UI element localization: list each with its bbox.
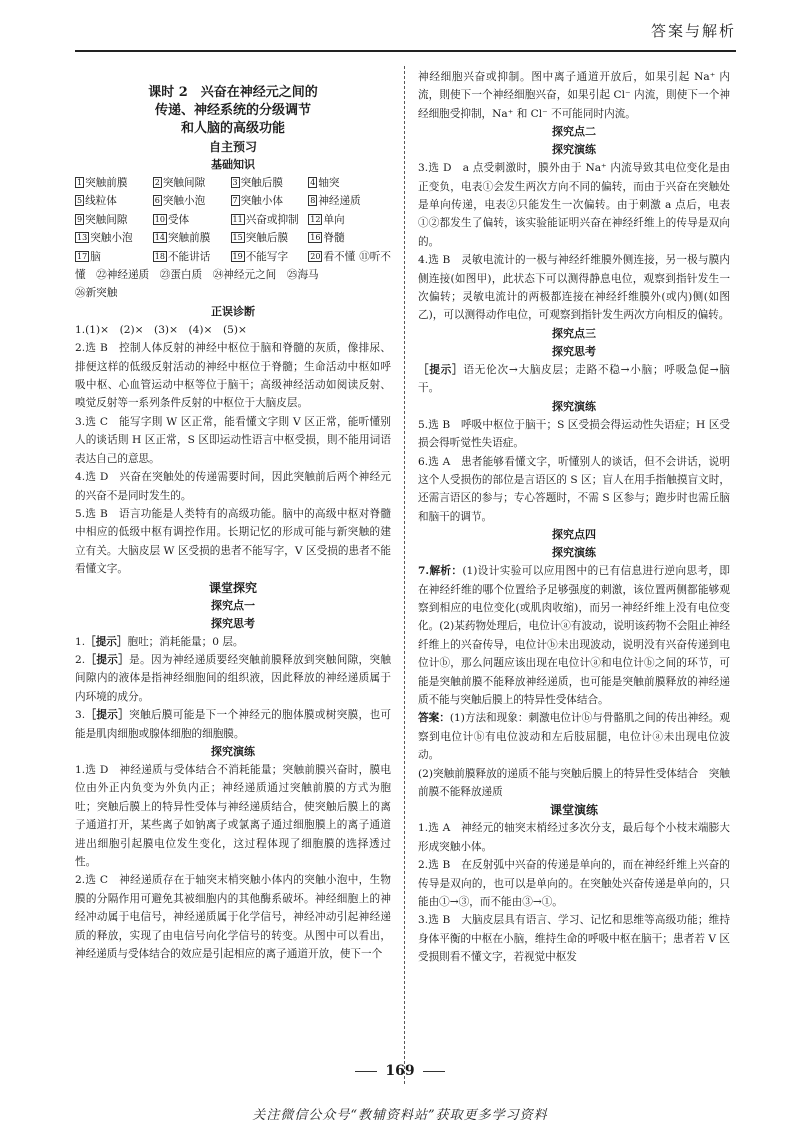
term-number: 7 [232, 196, 238, 206]
class-item: 1.选 A 神经元的轴突末梢经过多次分支，最后每个小枝末端膨大形成突触小体。 [418, 822, 730, 853]
term-number: 11 [232, 214, 243, 224]
header-title: 答案与解析 [650, 22, 736, 40]
term-grid [75, 174, 391, 266]
answer-item: 2.选 B 控制人体反射的神经中枢位于脑和脊髓的灰质，像排尿、排便这样的低级反射活动的神经中枢位于脊髓；生命活动中枢如呼吸中枢、心血管运动中枢等位于脑干；高级神经活动如阅读反射、嗅觉反射等一系列条件反射的中枢位于大脑皮层。 [75, 342, 391, 410]
continuation-text: 神经细胞兴奋或抑制。图中离子通道开放后，如果引起 Na⁺ 内流，則使下一个神经细胞兴奋，如果引起 Cl⁻ 内流，則使下一个神经细胞受抑制，Na⁺ 和 Cl⁻ 不可能同时内流。 [418, 71, 730, 120]
q7-answer-2: (2)突触前膜释放的递质不能与突触后膜上的特异性受体结合 突触前膜不能释放递质 [418, 767, 730, 798]
term-item: 19 不能写字 [232, 250, 289, 263]
term-number: 17 [77, 251, 88, 261]
q7-analysis: 7.解析：(1)设计实验可以应用图中的已有信息进行逆向思考，即在神经纤维的哪个位置给予足够强度的刺激，该位置两侧都能够观察到相应的电位变化(或肌肉收缩)，而另一神经纤维上没有电位变化。(2)某药物处理后，电位计ⓐ有波动，说明该药物不会阻止神经纤维上的兴奋传导，电位计ⓑ未出现波动，说明没有兴奋传递到电位计ⓑ，那么问题应该出现在电位计ⓐ和电位计ⓑ之间的环节，可能是突触前膜不能释放神经递质，也可能是突触前膜释放的神经递质不能与突触后膜上的特异性受体结合。 [418, 565, 730, 706]
left-column [75, 84, 391, 1084]
practice-item: 4.选 B 灵敏电流计的一极与神经纤维膜外侧连接，另一极与膜内侧连接(如图甲)，此状态下可以测得静息电位，观察到指针发生一次偏转；灵敏电流计的两极都连接在神经纤维膜外(或内)侧(如图乙)，可以测得动作电位，可观察到指针发生两次方向相反的偏转。 [418, 254, 730, 322]
term-item: 18 不能讲话 [154, 250, 211, 263]
class-item: 2.选 B 在反射弧中兴奋的传递是单向的，而在神经纤维上兴奋的传导是双向的，也可以是单向的。在突触处兴奋传递是单向的，只能由①→③，而不能由③→①。 [418, 859, 730, 909]
answer-item: 5.选 B 语言功能是人类特有的高级功能。脑中的高级中枢对脊髓中相应的低级中枢有调控作用。长期记忆的形成可能与新突触的建立有关。大脑皮层 W 区受损的患者不能写字，V 区受损的患者不能看懂文字。 [75, 507, 391, 576]
q7-label: 7.解析： [418, 565, 463, 578]
diagnosis-items: 1.(1)× (2)× (3)× (4)× (5)× [75, 323, 247, 336]
tip-item: 1.［提示］胞吐；消耗能量；0 层。 [75, 635, 244, 648]
term-number: 16 [310, 233, 321, 243]
term-item: 13 突触小泡 [77, 232, 133, 245]
preview-heading: 自主预习 [208, 140, 257, 154]
practice-heading: 探究演练 [552, 399, 596, 413]
page-number: 169 [0, 1063, 800, 1079]
answer-item: 4.选 D 兴奋在突触处的传递需要时间，因此突触前后两个神经元的兴奋不是同时发生的。 [75, 471, 391, 502]
footer-note: 关注微信公众号“教辅资料站”获取更多学习资料 [252, 1108, 548, 1123]
practice-heading: 探究演练 [552, 546, 596, 560]
term-item: 15 突触后膜 [232, 232, 289, 245]
term-number: 8 [310, 196, 316, 206]
term-number: 12 [310, 214, 321, 224]
answer-label: 答案： [418, 712, 450, 725]
terms-line: 懂 ㉒神经递质 ㉓蛋白质 ㉔神经元之间 ㉕海马 [75, 269, 319, 282]
tip-item: 3.［提示］突触后膜可能是下一个神经元的胞体膜或树突膜，也可能是肌肉细胞或腺体细胞的细胞膜。 [75, 709, 391, 740]
practice-item: 6.选 A 患者能够看懂文字，听懂别人的谈话，但不会讲话，说明这个人受损伤的部位是言语区的 S 区；盲人在用手指触摸盲文时，还需言语区的参与；专心答题时，不需 S 区参与；跑步时也需丘脑和脑干的调节。 [418, 455, 730, 523]
q7-answer: 答案：(1)方法和现象：刺激电位计ⓑ与骨骼肌之间的传出神经。观察到电位计ⓑ有电位波动和左后肢屈腿，电位计ⓐ未出现电位波动。 [418, 712, 730, 762]
term-number: 3 [232, 178, 238, 187]
basic-heading: 基础知识 [211, 158, 255, 171]
practice-heading: 探究演练 [552, 143, 596, 157]
term-item: 6 突触小泡 [154, 195, 206, 208]
point4-heading: 探究点四 [552, 528, 596, 542]
column-divider [404, 66, 405, 1084]
lesson-title-line: 和人脑的高级功能 [180, 121, 285, 136]
practice-item: 2.选 C 神经递质存在于轴突末梢突触小体内的突触小泡中，生物膜的分隔作用可避免其被细胞内的其他酶系破坏。神经细胞上的神经冲动属于电信号，神经递质属于化学信号，神经冲动引起神经递质的释放，实现了由电信号向化学信号的转变。从图中可以看出，神经递质与受体结合的效应是引起相应的离子通道开放，使下一个 [75, 874, 391, 961]
terms-line: ㉖新突触 [75, 287, 118, 300]
class-item: 3.选 B 大脑皮层具有语言、学习、记忆和思维等高级功能；维持身体平衡的中枢在小脑，维持生命的呼吸中枢在脑干；患者若 V 区受损則看不懂文字，若视觉中枢发 [418, 914, 730, 964]
tip-tag: ［提示］ [85, 653, 130, 666]
term-number: 14 [154, 233, 165, 243]
tip-tag: ［提示］ [85, 709, 130, 722]
term-number: 19 [232, 251, 243, 261]
term-number: 5 [77, 196, 83, 206]
term-number: 13 [77, 233, 88, 243]
point2-heading: 探究点二 [552, 125, 596, 139]
term-item: 7 突触小体 [232, 195, 283, 208]
term-item: 17 脑 [77, 250, 101, 263]
term-item: 1 突触前膜 [77, 177, 128, 189]
term-item: 9 突触间隙 [77, 213, 128, 226]
term-item: 14 突触前膜 [154, 232, 211, 245]
header-rule [75, 50, 736, 52]
term-item: 2 突触间隙 [154, 177, 206, 189]
right-column [418, 68, 730, 1084]
answer-item: 3.选 C 能写字則 W 区正常，能看懂文字則 V 区正常，能听懂别人的谈话則 H 区正常，S 区即运动性语言中枢受损，則不能用词语表达自己的意思。 [75, 415, 391, 465]
think-heading: 探究思考 [211, 616, 255, 630]
term-item: 3 突触后膜 [232, 177, 283, 189]
lesson-title-line: 课时 2 兴奋在神经元之间的 [148, 85, 318, 100]
term-item: 10 受体 [154, 213, 190, 226]
term-item: 5 线粒体 [77, 195, 117, 208]
point1-heading: 探究点一 [211, 598, 255, 612]
diagnosis-heading: 正误诊断 [211, 304, 255, 318]
point3-heading: 探究点三 [552, 326, 596, 340]
term-item: 16 脊髓 [310, 232, 345, 245]
term-number: 15 [232, 233, 243, 243]
practice-heading: 探究演练 [211, 744, 255, 758]
term-number: 1 [77, 178, 83, 187]
term-item: 20 看不懂 ⑪听不 [310, 250, 391, 263]
term-item: 8 神经递质 [310, 195, 361, 208]
tip-item: ［提示］语无伦次→大脑皮层；走路不稳→小脑；呼吸急促→脑干。 [418, 363, 730, 395]
practice-item: 1.选 D 神经递质与受体结合不消耗能量；突触前膜兴奋时，膜电位由外正内负变为外负内正；神经递质通过突触前膜的方式为胞吐；突触后膜上的特异性受体与神经递质结合，使突触后膜上的离子通道打开，某些离子如钠离子或氯离子通过细胞膜上的离子通道进出细胞引起膜电位发生变化，这过程体现了细胞膜的选择透过性。 [75, 763, 391, 868]
term-number: 6 [154, 196, 160, 206]
term-number: 4 [310, 178, 316, 187]
term-number: 18 [154, 251, 165, 261]
term-item: 12 单向 [310, 213, 345, 226]
term-number: 10 [154, 214, 165, 224]
class-practice-heading: 课堂演练 [549, 803, 598, 818]
tip-item: 2.［提示］是。因为神经递质要经突触前膜释放到突触间隙，突触间隙内的液体是指神经细胞间的组织液，因此释放的神经递质属于内环境的成分。 [75, 653, 391, 703]
practice-item: 3.选 D a 点受刺激时，膜外由于 Na⁺ 内流导致其电位变化是由正变负，电表①会发生两次方向不同的偏转，而由于兴奋在突触处是单向传递，电表②只能发生一次偏转。由于刺激 a 点后，电表①②都发生了偏转，该实验能证明兴奋在神经纤维上的传导是双向的。 [418, 162, 730, 248]
class-heading: 课堂探究 [208, 580, 257, 595]
term-item: 4 轴突 [310, 177, 340, 189]
tip-tag: ［提示］ [418, 363, 464, 376]
term-number: 2 [154, 178, 160, 187]
think-heading: 探究思考 [552, 344, 596, 358]
term-number: 9 [77, 214, 83, 224]
practice-item: 5.选 B 呼吸中枢位于脑干；S 区受损会得运动性失语症；H 区受损会得听觉性失语症。 [418, 418, 730, 450]
tip-tag: ［提示］ [85, 635, 128, 648]
term-item: 11 兴奋或抑制 [232, 213, 299, 226]
lesson-title-line: 传递、神经系统的分级调节 [154, 103, 311, 118]
term-number: 20 [310, 251, 321, 261]
